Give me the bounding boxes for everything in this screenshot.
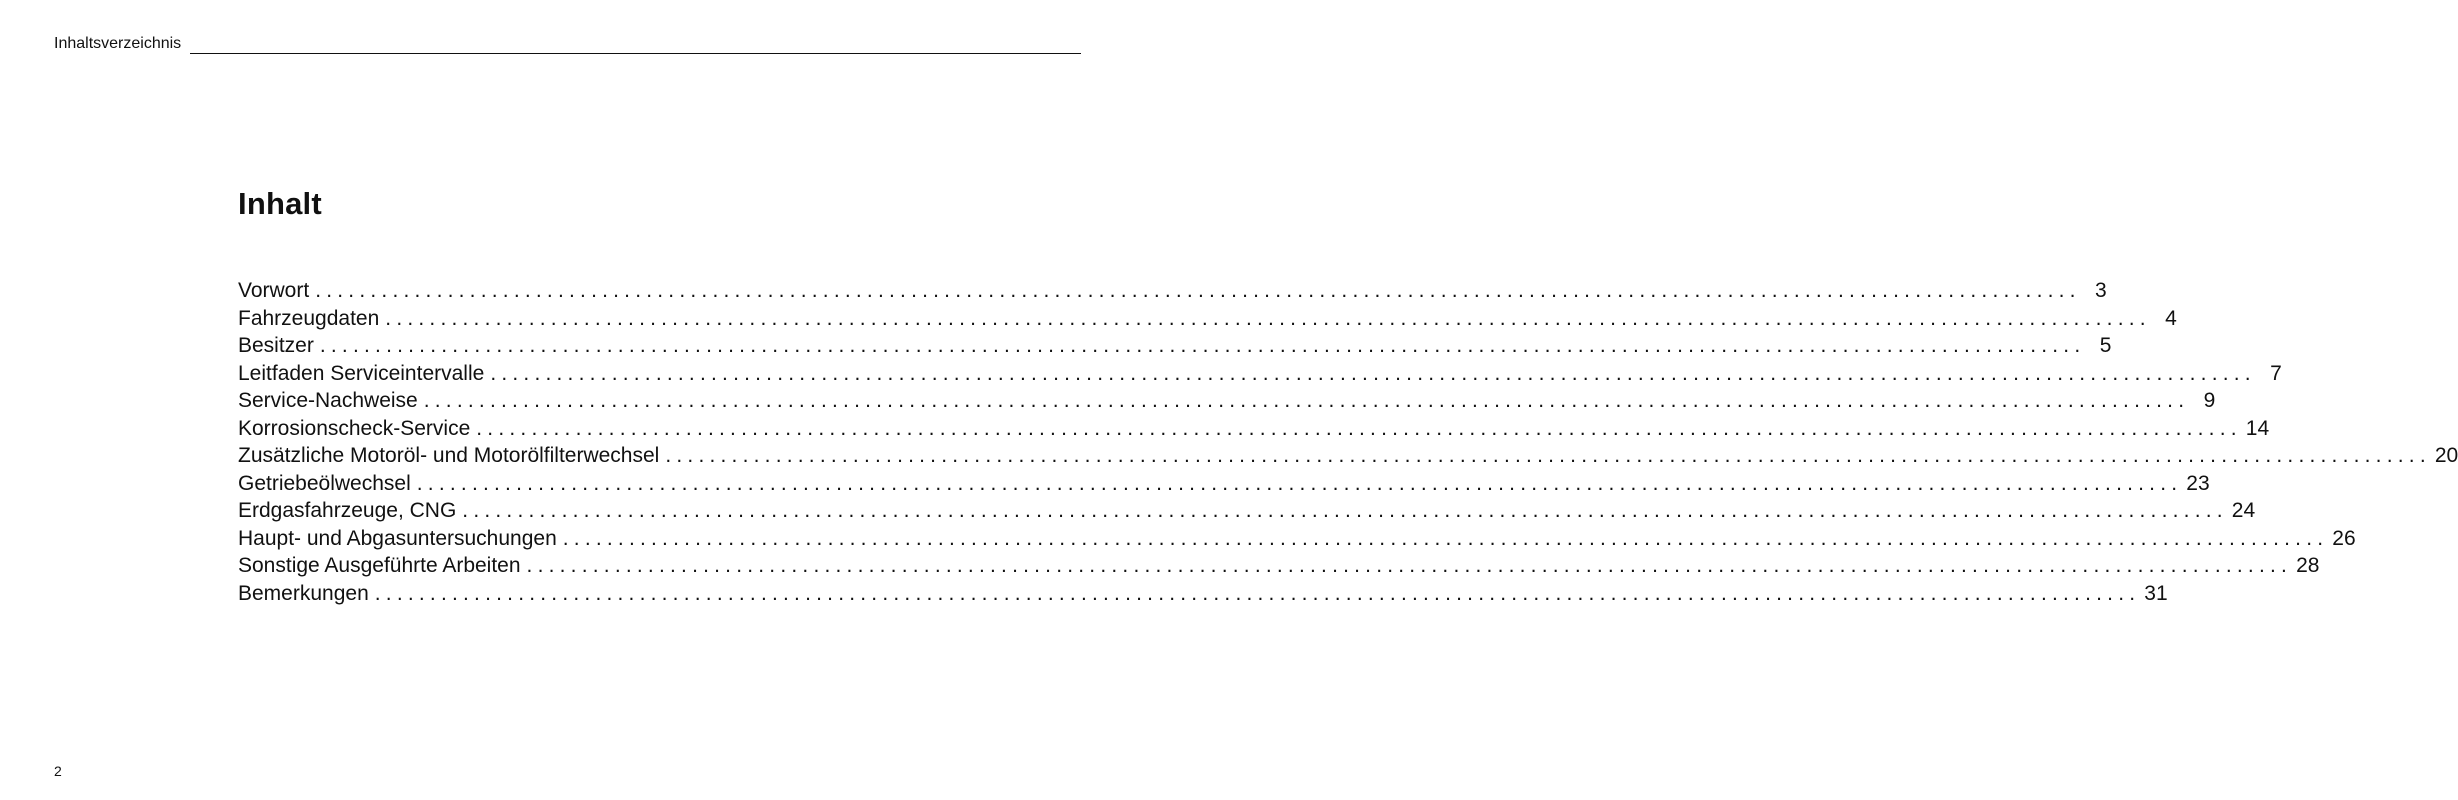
toc-entry-label: Korrosionscheck-Service xyxy=(238,416,471,440)
toc-entry-label: Leitfaden Serviceintervalle xyxy=(238,361,485,385)
toc-entry-label: Sonstige Ausgeführte Arbeiten xyxy=(238,554,521,577)
toc-entry-label: Bemerkungen xyxy=(238,581,369,605)
toc-entry-label: Zusätzliche Motoröl- und Motorölfilterwechsel xyxy=(238,444,660,467)
toc-entry-page: 14 xyxy=(2245,416,2270,440)
toc-dot-leader: ................................................................................................................................................................ xyxy=(476,416,2242,440)
toc-entry-page: 28 xyxy=(2296,554,2320,577)
toc-dot-leader: ................................................................................................................................................................ xyxy=(416,471,2183,495)
running-header-label: Inhaltsverzeichnis xyxy=(54,35,182,52)
page-title: Inhalt xyxy=(238,186,322,221)
toc-entry-page: 4 xyxy=(2165,306,2177,330)
toc-entry-label: Vorwort xyxy=(238,279,310,302)
toc-entry[interactable] xyxy=(238,415,2270,443)
toc-dot-leader: ................................................................................................................................................................ xyxy=(385,306,2151,330)
toc-entry-label: Besitzer xyxy=(238,334,314,357)
toc-entry[interactable] xyxy=(238,332,2112,360)
toc-entry[interactable] xyxy=(238,497,2256,525)
toc-entry[interactable] xyxy=(238,580,2168,608)
header-rule xyxy=(190,53,1081,54)
toc-dot-leader: ................................................................................................................................................................ xyxy=(490,361,2256,385)
toc-dot-leader: ................................................................................................................................................................ xyxy=(315,279,2081,302)
toc-entry-page: 26 xyxy=(2332,526,2356,550)
toc-entry-page: 7 xyxy=(2270,361,2282,385)
toc-dot-leader: ................................................................................................................................................................ xyxy=(562,526,2329,550)
toc-entry[interactable] xyxy=(238,525,2356,553)
toc-dot-leader: ................................................................................................................................................................ xyxy=(526,554,2293,577)
toc-entry[interactable] xyxy=(238,277,2107,305)
toc-dot-leader: ................................................................................................................................................................ xyxy=(423,389,2190,412)
page-number: 2 xyxy=(54,763,62,779)
toc-entry[interactable] xyxy=(238,387,2216,415)
toc-entry[interactable] xyxy=(238,470,2210,498)
toc-entry-page: 24 xyxy=(2231,499,2256,522)
toc-entry[interactable] xyxy=(238,360,2282,388)
toc-entry-page: 20 xyxy=(2434,444,2458,467)
toc-entry-page: 9 xyxy=(2203,389,2216,412)
toc-entry-label: Erdgasfahrzeuge, CNG xyxy=(238,499,457,522)
toc-dot-leader: ................................................................................................................................................................ xyxy=(374,581,2141,605)
toc-entry[interactable] xyxy=(238,552,2320,580)
toc-entry-label: Haupt- und Abgasuntersuchungen xyxy=(238,526,557,550)
toc-entry-page: 23 xyxy=(2186,471,2210,495)
table-of-contents xyxy=(238,277,2458,607)
running-header xyxy=(54,34,1081,54)
toc-entry[interactable] xyxy=(238,442,2458,470)
toc-entry-label: Service-Nachweise xyxy=(238,389,418,412)
toc-entry-page: 5 xyxy=(2099,334,2112,357)
toc-dot-leader: ................................................................................................................................................................ xyxy=(319,334,2086,357)
toc-dot-leader: ................................................................................................................................................................ xyxy=(462,499,2228,522)
toc-entry-page: 31 xyxy=(2144,581,2168,605)
toc-entry-label: Fahrzeugdaten xyxy=(238,306,380,330)
toc-dot-leader: ................................................................................................................................................................ xyxy=(665,444,2431,467)
toc-entry[interactable] xyxy=(238,305,2177,333)
toc-entry-label: Getriebeölwechsel xyxy=(238,471,411,495)
toc-entry-page: 3 xyxy=(2095,279,2107,302)
